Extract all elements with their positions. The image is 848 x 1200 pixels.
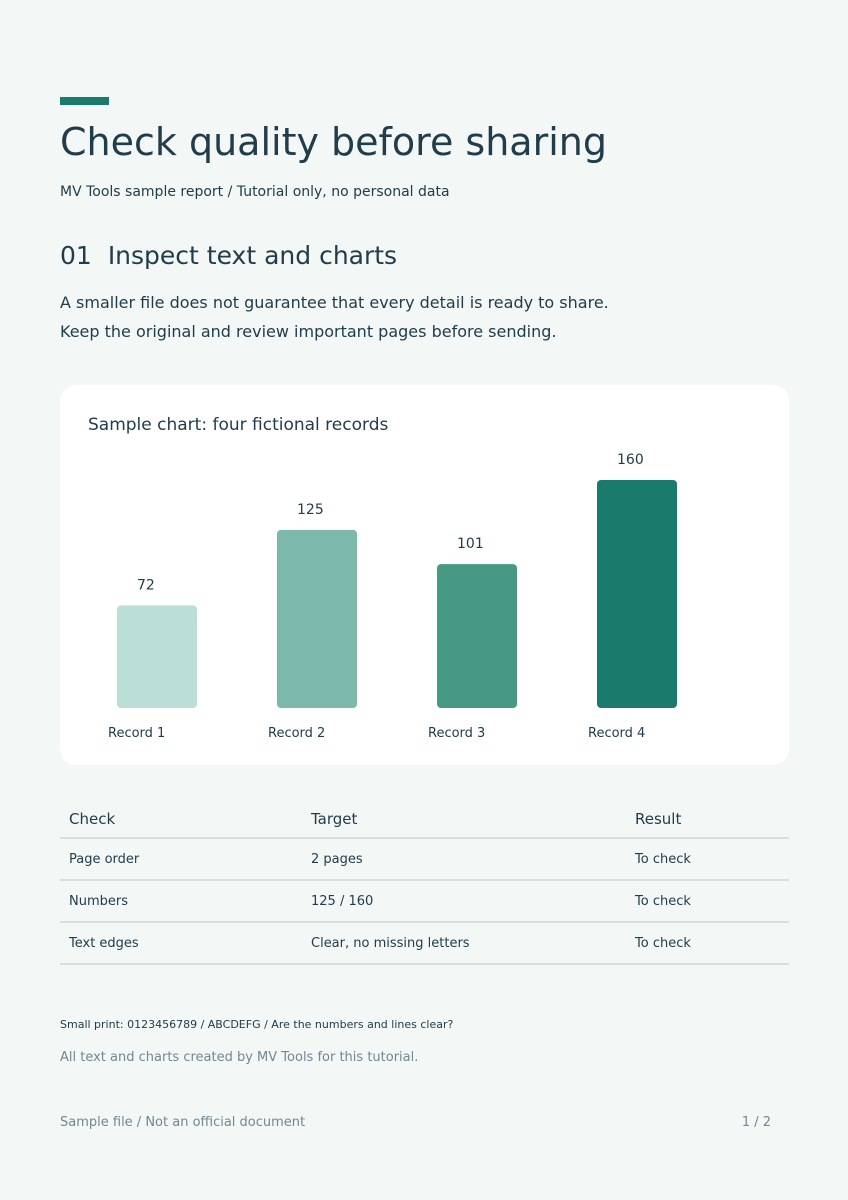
category-label: Record 3: [428, 726, 486, 741]
cell-target: Clear, no missing letters: [302, 922, 626, 964]
bar-record-4: [597, 480, 677, 708]
column-header-target: Target: [302, 800, 626, 838]
bar-value-label: 72: [137, 577, 155, 594]
cell-result: To check: [626, 838, 789, 880]
section-heading: [60, 241, 397, 270]
credit-note: All text and charts created by MV Tools for this tutorial.: [60, 1050, 419, 1065]
bar-chart: [60, 385, 789, 765]
category-label: Record 2: [268, 726, 326, 741]
cell-check: Numbers: [60, 880, 302, 922]
cell-check: Text edges: [60, 922, 302, 964]
bar-value-label: 101: [457, 536, 484, 553]
column-header-check: Check: [60, 800, 302, 838]
bar-record-1: [117, 605, 197, 708]
table-row: [60, 838, 789, 880]
section-paragraph: A smaller file does not guarantee that every detail is ready to share.: [60, 293, 609, 312]
section-title: Inspect text and charts: [107, 241, 398, 270]
cell-result: To check: [626, 922, 789, 964]
table-header-row: [60, 800, 789, 838]
category-label: Record 4: [588, 726, 646, 741]
quality-check-table: [60, 800, 789, 965]
section-number: 01: [60, 241, 92, 270]
bar-value-label: 125: [297, 501, 324, 518]
bar-record-3: [437, 564, 517, 708]
bar-record-2: [277, 530, 357, 708]
chart-card: [60, 385, 789, 765]
cell-target: 125 / 160: [302, 880, 626, 922]
section-paragraph: Keep the original and review important pages before sending.: [60, 322, 557, 341]
chart-title: Sample chart: four fictional records: [88, 415, 389, 435]
cell-result: To check: [626, 880, 789, 922]
table-row: [60, 880, 789, 922]
cell-target: 2 pages: [302, 838, 626, 880]
cell-check: Page order: [60, 838, 302, 880]
page-title: Check quality before sharing: [60, 120, 607, 164]
title-accent-bar: [60, 97, 109, 105]
page-number: 1 / 2: [741, 1115, 771, 1130]
bar-value-label: 160: [617, 452, 644, 468]
table-row: [60, 922, 789, 964]
small-print-note: Small print: 0123456789 / ABCDEFG / Are the numbers and lines clear?: [60, 1018, 454, 1031]
footer-disclaimer: Sample file / Not an official document: [60, 1115, 306, 1130]
category-label: Record 1: [108, 726, 166, 741]
page-subtitle: MV Tools sample report / Tutorial only, no personal data: [60, 184, 450, 200]
column-header-result: Result: [626, 800, 789, 838]
